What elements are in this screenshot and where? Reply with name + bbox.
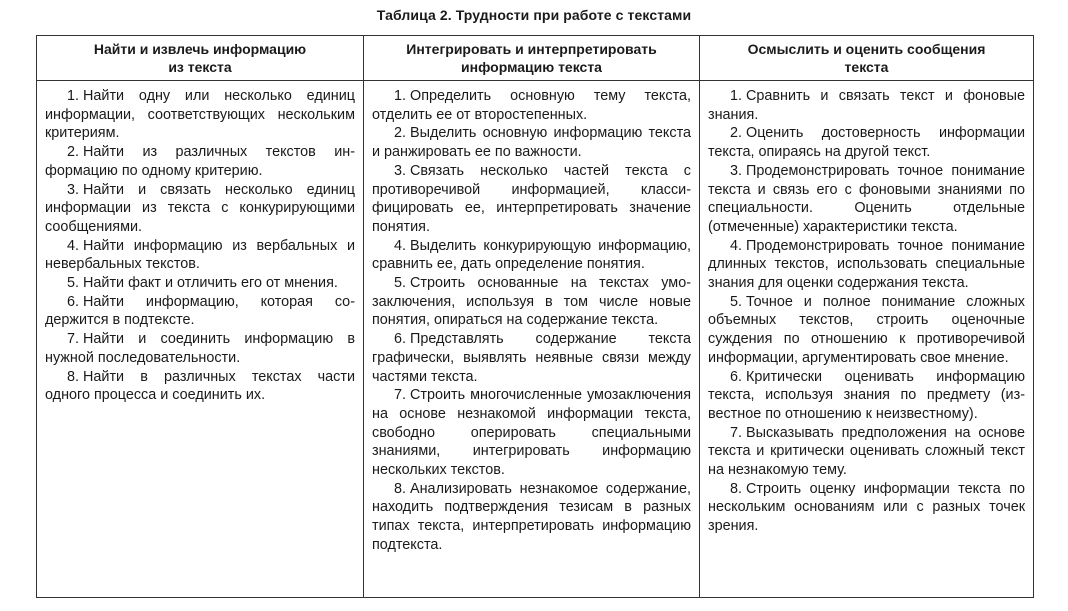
list-item-text: Высказывать предположения на основе текста и критически оценивать сложный текст на незнакомую тему. <box>708 424 1025 479</box>
list-item-text: Найти одну или несколько единиц информации, соответствующих нескольким критериям. <box>45 88 355 142</box>
list-item-number: 8. <box>67 368 80 385</box>
list-item <box>45 237 355 274</box>
list-item-text: Оценить достоверность информации текста, опираясь на другой текст. <box>708 125 1025 161</box>
header-row <box>37 36 1034 81</box>
content-row <box>37 81 1034 598</box>
column-header-label: Осмыслить и оценить сообщения текста <box>747 41 986 75</box>
list-item-number: 5. <box>394 275 407 292</box>
list-item <box>708 480 1025 536</box>
list-item <box>708 87 1025 124</box>
list-item <box>372 480 691 555</box>
column-integrate-items <box>364 81 700 598</box>
list-item-number: 3. <box>394 162 407 179</box>
list-item-text: Определить основную тему текста, отделить ее от второстепенных. <box>372 88 691 123</box>
list-item-text: Строить основанные на текстах умозаключения, используя в том числе новые понятия, опираться на содержание текста. <box>372 275 691 329</box>
list-item-number: 3. <box>730 162 743 179</box>
difficulties-table <box>36 35 1034 598</box>
table-caption: Таблица 2. Трудности при работе с текстами <box>376 7 692 23</box>
list-item-text: Выделить основную информацию текста и ранжировать ее по важности. <box>372 125 691 161</box>
list-item-text: Сравнить и связать текст и фоновые знания. <box>708 88 1025 123</box>
list-item <box>372 87 691 124</box>
column-header-label: Найти и извлечь информацию из текста <box>93 41 307 75</box>
list-item <box>45 143 355 180</box>
list-item <box>708 162 1025 237</box>
list-item <box>372 330 691 386</box>
list-item-number: 4. <box>730 237 743 254</box>
list-item-number: 1. <box>67 88 80 104</box>
list-item <box>708 237 1025 293</box>
list-item <box>45 330 355 367</box>
list-item-number: 1. <box>730 88 743 104</box>
list-item-number: 2. <box>67 144 80 161</box>
list-item <box>372 124 691 161</box>
list-item <box>708 293 1025 368</box>
list-item-number: 8. <box>394 480 407 497</box>
list-item-text: Найти и связать несколько единиц информации из текста с конкурирующими сообщениями. <box>45 181 355 235</box>
list-item-text: Выделить конкурирующую информацию, сравнить ее, дать определение понятия. <box>372 237 691 273</box>
list-item <box>372 162 691 237</box>
list-item-number: 5. <box>730 293 743 310</box>
column-header-evaluate <box>700 36 1034 81</box>
list-item-number: 8. <box>730 480 743 497</box>
list-item <box>708 124 1025 161</box>
list-item <box>45 181 355 237</box>
list-item <box>45 274 355 293</box>
list-item-text: Найти факт и отличить его от мнения. <box>83 275 338 292</box>
list-item-text: Найти из различных текстов информацию по одному критерию. <box>45 144 355 179</box>
column-find-items <box>37 81 364 598</box>
list-item <box>45 87 355 143</box>
list-item <box>708 424 1025 480</box>
list-item-number: 2. <box>730 125 743 142</box>
list-item <box>372 237 691 274</box>
list-item-number: 6. <box>394 331 407 348</box>
list-item-text: Критически оценивать информацию текста, используя знания по предмету (известное по отношению к неизвестному). <box>708 368 1025 422</box>
list-item-number: 7. <box>730 424 743 441</box>
column-header-find <box>37 36 364 81</box>
list-item-text: Строить многочисленные умозаключения на основе незнакомой информации текста, свободно оперировать специальными знаниями, интегрировать информацию нескольких текстов. <box>372 387 691 479</box>
list-item-number: 7. <box>394 387 407 404</box>
column-header-label: Интегрировать и интерпретировать информацию текста <box>406 41 657 75</box>
list-item-number: 2. <box>394 125 407 142</box>
list-item-text: Найти и соединить информацию в нужной последовательности. <box>45 331 355 366</box>
list-item-number: 5. <box>67 275 80 292</box>
list-item-text: Точное и полное понимание сложных объемных текстов, строить оценочные суждения по отношению к противоречивой информации, аргументировать свое мнение. <box>708 293 1025 366</box>
list-item-number: 3. <box>67 181 80 198</box>
list-item <box>708 368 1025 424</box>
list-item <box>45 293 355 330</box>
list-item-text: Продемонстрировать точное понимание текста и связь его с фоновыми знаниями по специальности. Оценить отдельные (отмеченные) характеристики текста. <box>708 162 1025 235</box>
list-item-number: 6. <box>67 293 80 310</box>
column-evaluate-items <box>700 81 1034 598</box>
list-item-text: Найти информацию из вербальных и невербальных текстов. <box>45 237 355 273</box>
list-item-number: 7. <box>67 331 80 348</box>
list-item-text: Связать несколько частей текста с противоречивой информацией, классифицировать ее, интерпретировать значение понятия. <box>372 162 691 235</box>
list-item-number: 1. <box>394 88 407 104</box>
list-item-text: Продемонстрировать точное понимание длинных текстов, использовать специальные знания для оценки содержания текста. <box>708 237 1025 292</box>
list-item <box>372 386 691 480</box>
list-item-text: Представлять содержание текста графически, выявлять неявные связи между частями текста. <box>372 331 691 385</box>
list-item-number: 4. <box>394 237 407 254</box>
list-item-number: 6. <box>730 368 743 385</box>
list-item <box>372 274 691 330</box>
list-item-text: Анализировать незнакомое содержание, находить подтверждения тезисам в разных типах текста, интерпретировать информацию подтекста. <box>372 480 691 553</box>
list-item-text: Строить оценку информации текста по нескольким основаниям или с разных точек зрения. <box>708 480 1025 535</box>
list-item-text: Найти в различных текстах части одного процесса и соединить их. <box>45 368 355 404</box>
list-item-number: 4. <box>67 237 80 254</box>
list-item <box>45 368 355 405</box>
column-header-integrate <box>364 36 700 81</box>
list-item-text: Найти информацию, которая содержится в подтексте. <box>45 293 355 329</box>
